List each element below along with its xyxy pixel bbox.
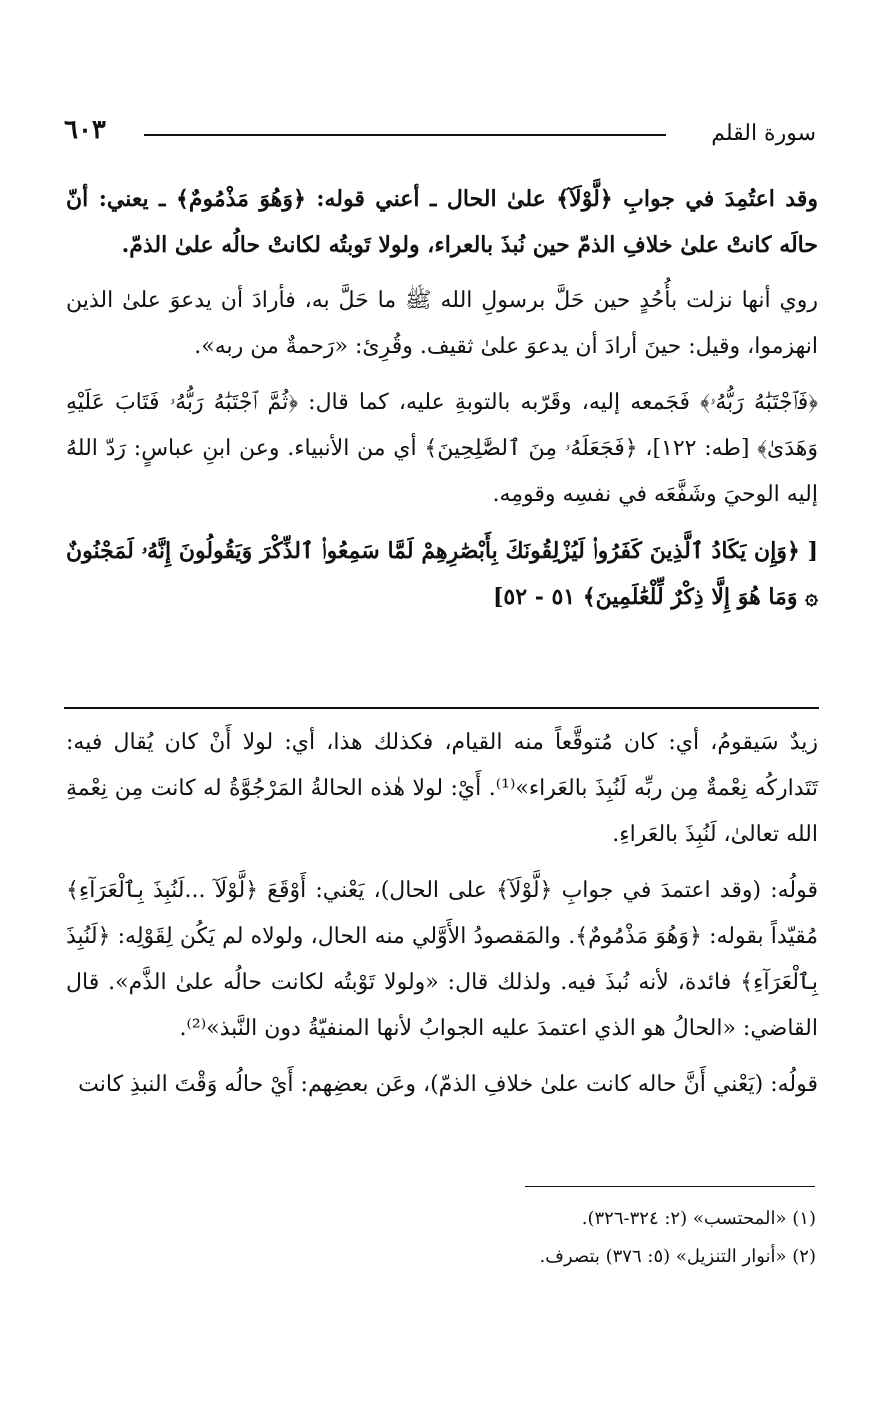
commentary-paragraph: زيدٌ سَيقومُ، أي: كان مُتوقَّعاً منه القيام، فكذلك هذا، أي: لولا أَنْ كان يُقال فيه: تَتَداركُه نِعْمةٌ مِن ربِّه لَنُبِذَ بالعَراء»⁽¹⁾. أَيْ: لولا هٰذه الحالةُ المَرْجُوَّةُ له كانت مِن نِعْمةِ الله تعالىٰ، لَنُبِذَ بالعَراءِ. [66,730,819,847]
page-number: ٦٠٣ [64,115,106,145]
section-divider [64,707,819,709]
footnote-divider [525,1186,815,1187]
main-paragraph: وقد اعتُمِدَ في جوابِ ﴿لَّوْلَآ﴾ علىٰ الحال ـ أعني قوله: ﴿وَهُوَ مَذْمُومٌ﴾ ـ يعني: أنّ حالَه كانتْ علىٰ خلافِ الذمّ حين نُبذَ بالعراء، ولولا تَوبتُه لكانتْ حالُه علىٰ الذمّ. [66,186,818,258]
main-paragraph: ﴿فَٱجْتَبَٰهُ رَبُّهُۥ﴾ فَجَمعه إليه، وقَرّبه بالتوبةِ عليه، كما قال: ﴿ثُمَّ ٱجْتَبَٰهُ رَبُّهُۥ فَتَابَ عَلَيْهِ وَهَدَىٰ﴾ [طه: ١٢٢]، ﴿فَجَعَلَهُۥ مِنَ ٱلصَّٰلِحِينَ﴾ أي من الأنبياء. وعن ابنِ عباسٍ: رَدّ اللهُ إليه الوحيَ وشَفَّعَه في نفسِه وقومِه. [66,390,818,507]
verse-quote: [ ﴿وَإِن يَكَادُ ٱلَّذِينَ كَفَرُوا۟ لَيُزْلِقُونَكَ بِأَبْصَٰرِهِمْ لَمَّا سَمِعُوا۟ ٱلذِّكْرَ وَيَقُولُونَ إِنَّهُۥ لَمَجْنُونٌ ۞ وَمَا هُوَ إِلَّا ذِكْرٌ لِّلْعَٰلَمِينَ﴾ ٥١ - ٥٢] [66,538,818,610]
surah-name: سورة القلم [711,121,816,146]
commentary-text [66,720,818,1118]
footnote: (٢) «أنوار التنزيل» (٥: ٣٧٦) بتصرف. [539,1246,816,1267]
commentary-paragraph: قولُه: (يَعْني أَنَّ حاله كانت علىٰ خلافِ الذمّ)، وعَن بعضِهم: أَيْ حالُه وَقْتَ النبذِ كانت [78,1072,818,1097]
main-text [66,176,818,630]
header-rule [144,134,666,136]
commentary-paragraph: قولُه: (وقد اعتمدَ في جوابِ ﴿لَّوْلَآ﴾ على الحال)، يَعْني: أَوْقَعَ ﴿لَّوْلَآ ...لَنُبِذَ بِٱلْعَرَآءِ﴾ مُقيّداً بقوله: ﴿وَهُوَ مَذْمُومٌ﴾. والمَقصودُ الأَوَّلي منه الحال، ولولاه لم يَكُن لِقَوْلِه: ﴿لَنُبِذَ بِٱلْعَرَآءِ﴾ فائدة، لأنه نُبذَ فيه. ولذلك قال: «ولولا تَوْبتُه لكانت حالُه علىٰ الذَّم». قال القاضي: «الحالُ هو الذي اعتمدَ عليه الجوابُ لأنها المنفيّةُ دون النَّبذ»⁽²⁾. [66,878,818,1041]
main-paragraph: روي أنها نزلت بأُحُدٍ حين حَلَّ برسولِ الله ﷺ ما حَلَّ به، فأرادَ أن يدعوَ علىٰ الذين انهزموا، وقيل: حينَ أرادَ أن يدعوَ علىٰ ثقيف. وقُرِئ: «رَحمةٌ من ربه». [66,288,818,359]
page-header [64,112,816,152]
footnote: (١) «المحتسب» (٢: ٣٢٤-٣٢٦). [581,1208,816,1229]
footnotes [66,1200,816,1276]
